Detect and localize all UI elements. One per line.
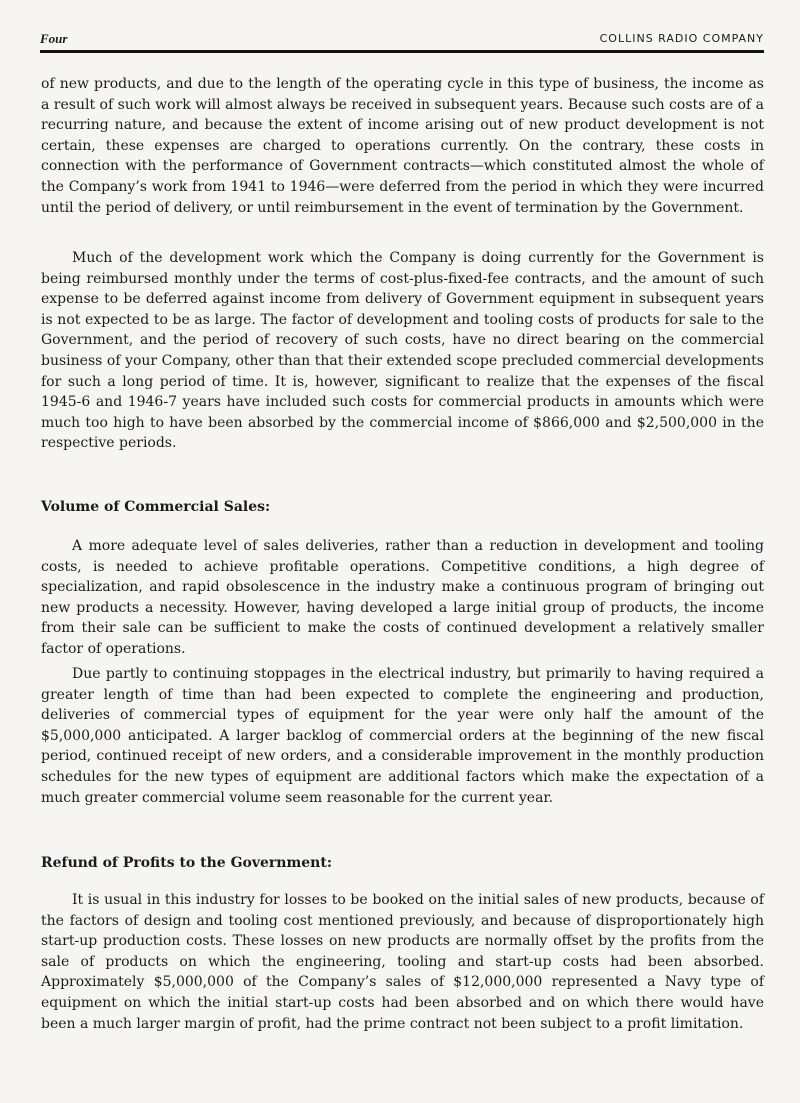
page-header (40, 31, 764, 49)
paragraph-sales-deliveries: A more adequate level of sales deliveries, rather than a reduction in development and tooling costs, is needed to achieve profitable operations. Competitive conditions, a high degree of specialization, and rapid obsolescence in the industry make a continuous program of bringing out new products a necessity. However, having developed a large initial group of products, the income from their sale can be sufficient to make the costs of continued development a relatively smaller factor of operations. (41, 538, 764, 657)
page-number: Four (40, 31, 68, 46)
paragraph-stoppages: Due partly to continuing stoppages in the electrical industry, but primarily to having required a greater length of time than had been expected to complete the engineering and production, deliveries of commercial types of equipment for the year were only half the amount of the $5,000,000 anticipated. A larger backlog of commercial orders at the beginning of the new fiscal period, continued receipt of new orders, and a considerable improvement in the monthly production schedules for the new types of equipment are additional factors which make the expectation of a much greater commercial volume seem reasonable for the current year. (41, 666, 764, 806)
company-name: COLLINS RADIO COMPANY (599, 32, 764, 45)
paragraph-continued: of new products, and due to the length of the operating cycle in this type of business, the income as a result of such work will almost always be received in subsequent years. Because such costs are of a recurring nature, and because the extent of income arising out of new product development is not certain, these expenses are charged to operations currently. On the contrary, these costs in connection with the performance of Government contracts—which constituted almost the whole of the Company’s work from 1941 to 1946—were deferred from the period in which they were incurred until the period of delivery, or until reimbursement in the event of termination by the Government. (41, 76, 764, 216)
paragraph-losses: It is usual in this industry for losses to be booked on the initial sales of new products, because of the factors of design and tooling cost mentioned previously, and because of disproportionately high start-up production costs. These losses on new products are normally offset by the profits from the sale of products on which the engineering, tooling and start-up costs had been absorbed. Approximately $5,000,000 of the Company’s sales of $12,000,000 represented a Navy type of equipment on which the initial start-up costs had been absorbed and on which there would have been a much larger margin of profit, had the prime contract not been subject to a profit limitation. (41, 892, 764, 1032)
paragraph-development-work: Much of the development work which the Company is doing currently for the Government is being reimbursed monthly under the terms of cost-plus-fixed-fee contracts, and the amount of such expense to be deferred against income from delivery of Government equipment in subsequent years is not expected to be as large. The factor of development and tooling costs of products for sale to the Government, and the period of recovery of such costs, have no direct bearing on the commercial business of your Company, other than that their extended scope precluded commercial developments for such a long period of time. It is, however, significant to realize that the expenses of the fiscal 1945-6 and 1946-7 years have included such costs for commercial products in amounts which were much too high to have been absorbed by the commercial income of $866,000 and $2,500,000 in the respective periods. (41, 250, 764, 452)
header-rule (40, 50, 764, 53)
section-heading-refund: Refund of Profits to the Government: (41, 855, 332, 871)
section-heading-volume: Volume of Commercial Sales: (41, 499, 271, 515)
